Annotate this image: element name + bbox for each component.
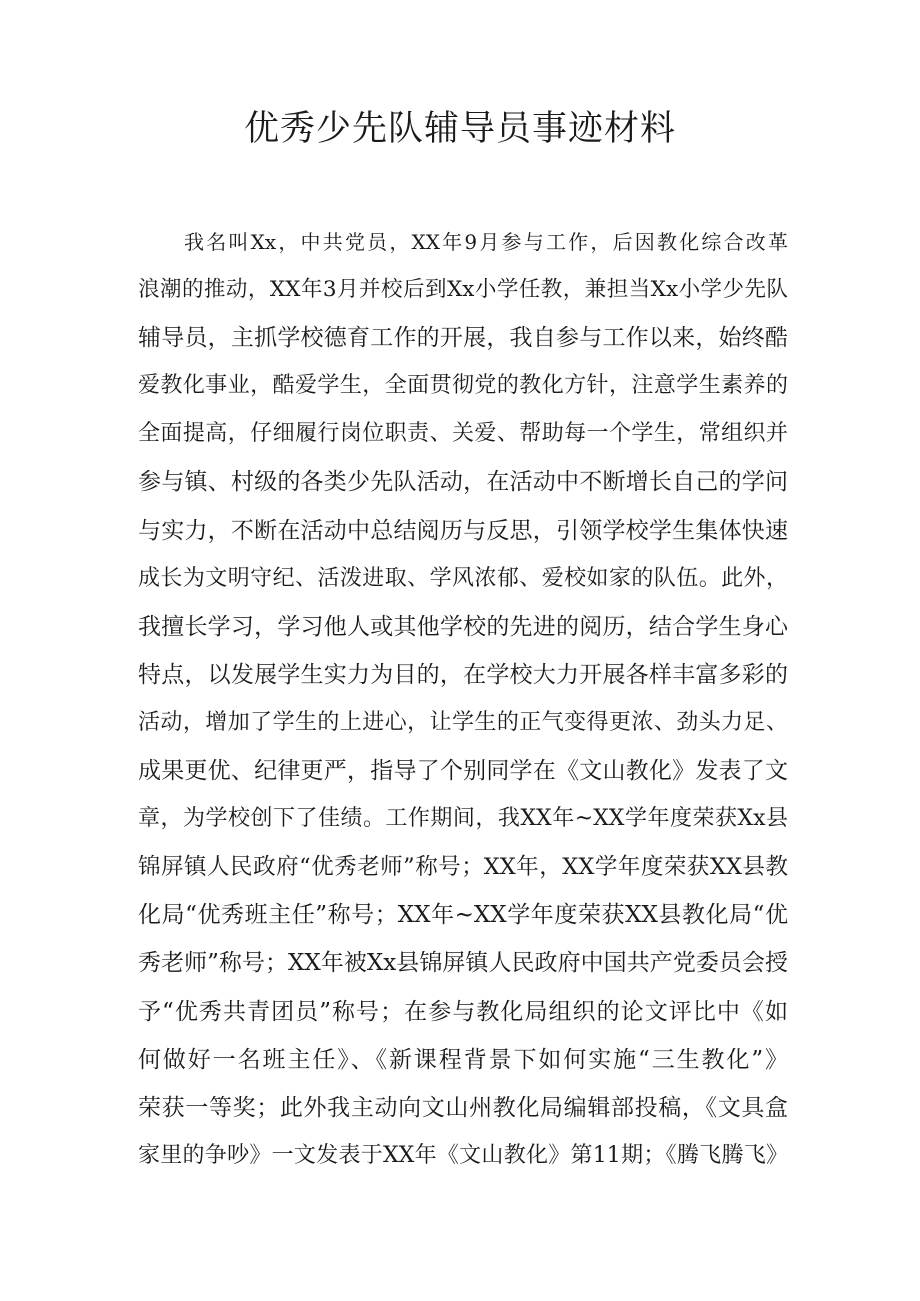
body-line: 章，为学校创下了佳绩。工作期间，我XX年~XX学年度荣获Xx县 (138, 806, 788, 832)
body-line: 成长为文明守纪、活泼进取、学风浓郁、爱校如家的队伍。此外， (138, 565, 788, 591)
body-line: 何做好一名班主任》、《新课程背景下如何实施“三生教化”》 (138, 1046, 788, 1073)
body-line: 全面提高，仔细履行岗位职责、关爱、帮助每一个学生，常组织并 (138, 421, 788, 447)
body-line: 爱教化事业，酷爱学生，全面贯彻党的教化方针，注意学生素养的 (138, 373, 788, 399)
body-line: 我擅长学习，学习他人或其他学校的先进的阅历，结合学生身心 (138, 613, 788, 640)
document-body (138, 218, 788, 1180)
body-line: 浪潮的推动，XX年3月并校后到Xx小学任教，兼担当Xx小学少先队 (138, 277, 788, 303)
body-line: 荣获一等奖；此外我主动向文山州教化局编辑部投稿，《文具盒 (138, 1094, 788, 1121)
body-line: 成果更优、纪律更严，指导了个别同学在《文山教化》发表了文 (138, 758, 788, 785)
body-line: 予“优秀共青团员”称号；在参与教化局组织的论文评比中《如 (138, 998, 788, 1025)
document-title: 优秀少先队辅导员事迹材料 (243, 109, 676, 149)
body-line: 化局“优秀班主任”称号；XX年~XX学年度荣获XX县教化局“优 (138, 902, 788, 929)
body-line: 与实力，不断在活动中总结阅历与反思，引领学校学生集体快速 (138, 517, 788, 544)
body-line: 秀老师”称号；XX年被Xx县锦屏镇人民政府中国共产党委员会授 (138, 950, 788, 977)
body-line: 活动，增加了学生的上进心，让学生的正气变得更浓、劲头力足、 (138, 709, 788, 735)
body-line: 家里的争吵》一文发表于XX年《文山教化》第11期；《腾飞腾飞》 (138, 1142, 788, 1168)
body-line: 我名叫Xx，中共党员，XX年9月参与工作，后因教化综合改革 (184, 230, 788, 254)
body-line: 辅导员，主抓学校德育工作的开展，我自参与工作以来，始终酷 (138, 325, 788, 352)
body-line: 参与镇、村级的各类少先队活动，在活动中不断增长自己的学问 (138, 469, 788, 496)
body-line: 锦屏镇人民政府“优秀老师”称号；XX年，XX学年度荣获XX县教 (138, 854, 788, 881)
body-line: 特点，以发展学生实力为目的，在学校大力开展各样丰富多彩的 (138, 661, 788, 688)
